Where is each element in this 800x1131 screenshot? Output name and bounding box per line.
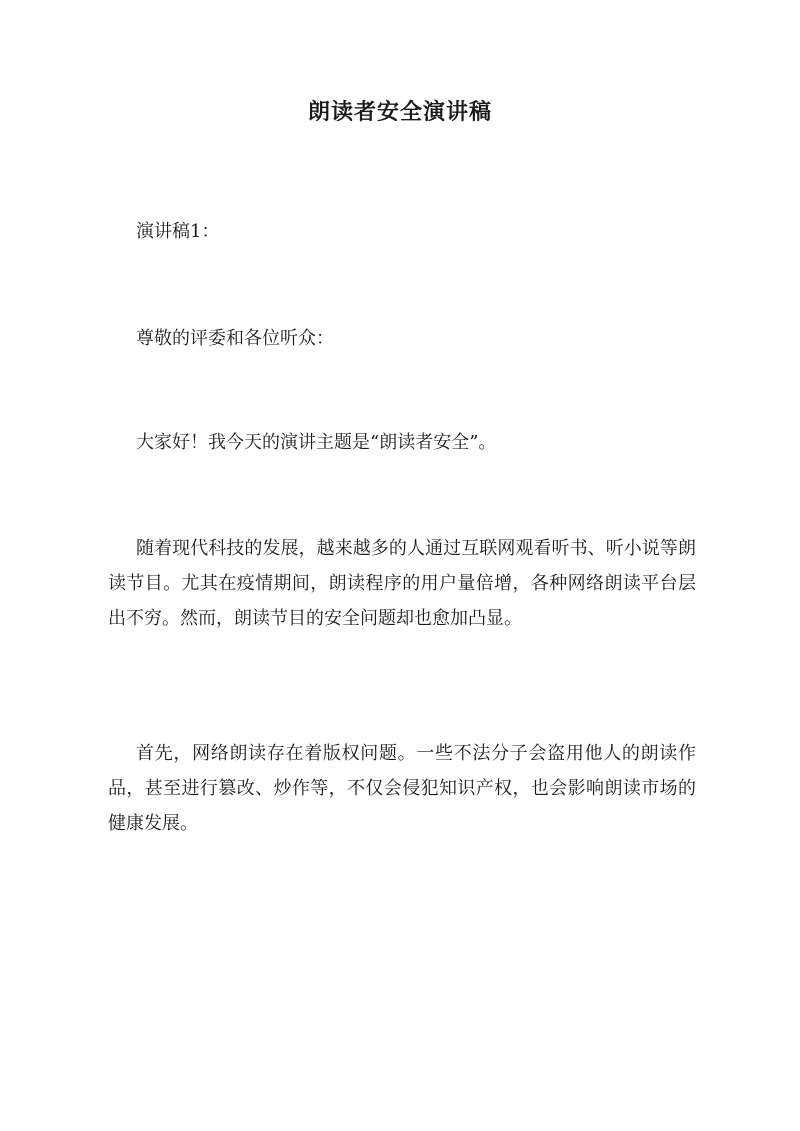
paragraph-body: 首先，网络朗读存在着版权问题。一些不法分子会盗用他人的朗读作品，甚至进行篡改、炒作等，不仅会侵犯知识产权，也会影响朗读市场的健康发展。 [108,743,696,834]
paragraph-heading: 演讲稿1： [136,221,220,242]
paragraph-salutation: 尊敬的评委和各位听众： [136,328,334,349]
paragraph-body: 随着现代科技的发展，越来越多的人通过互联网观看听书、听小说等朗读节目。尤其在疫情期间，朗读程序的用户量倍增，各种网络朗读平台层出不穷。然而，朗读节目的安全问题却也愈加凸显。 [108,538,696,629]
document-title: 朗读者安全演讲稿 [307,99,492,125]
paragraph-greeting: 大家好！我今天的演讲主题是“朗读者安全”。 [136,432,497,453]
